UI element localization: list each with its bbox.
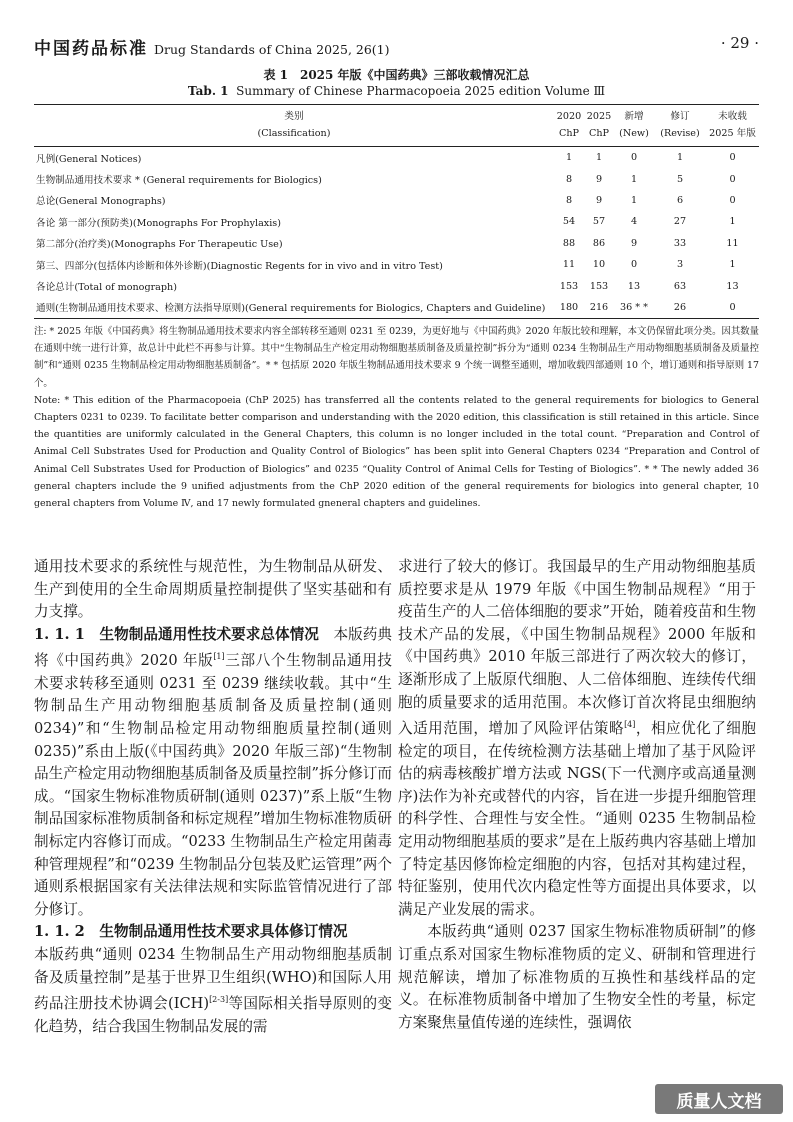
col-header-not-included: 未收载 2025 年版 — [706, 105, 759, 147]
paragraph: 求进行了较大的修订。我国最早的生产用动物细胞基质质控要求是从 1979 年版《中国生物制品规程》“用于疫苗生产的人二倍体细胞的要求”开始，随着疫苗和生物技术产品的发展，《中国生物制品规程》2000 年版和《中国药典》2010 年版三部进行了两次较大的修订，逐渐形成了上版原代细胞、人二倍体细胞、连续传代细胞的质量要求的适用范围。本次修订首次将昆虫细胞纳入适用范围，增加了风险评估策略[4]，相应优化了细胞检定的项目，在传统检测方法基础上增加了基于风险评估的病毒核酸扩增方法或 NGS(下一代测序或高通量测序)法作为补充或替代的内容，旨在进一步提升细胞管理的科学性、合理性与安全性。“通则 0235 生物制品检定用动物细胞基质的要求”是在上版药典内容基础上增加了特定基因修饰检定细胞的内容，包括对其构建过程，特征鉴别，使用代次内稳定性等方面提出具体要求，以满足产业发展的需求。 — [398, 558, 756, 918]
table-note-en: Note: * This edition of the Pharmacopoeia (ChP 2025) has transferred all the contents related to the general requirements for biologics to General Chapters 0231 to 0239. To facilitate better comparison and understanding with the 2020 edition, this classification is still retained in this article. Since the quantities are uniformly calculated in the General Chapters, this column is no longer included in the total count. “Preparation and Control of Animal Cell Substrates Used for Production and Quality Control of Biologics” has been split into General Chapters 0234 “Preparation and Control of Animal Cell Substrates Used for Production of Biologics” and 0235 “Quality Control of Animal Cells for Testing of Biologics”. * * The newly added 36 general chapters include the 9 unified adjustments from the ChP 2020 edition of the general requirements for biologics into general chapter, 10 general chapters from Volume Ⅳ, and 17 newly formulated gneneral chapters and guidelines. — [34, 394, 759, 510]
table-caption-en — [34, 84, 759, 98]
col-header-classification: 类别 (Classification) — [34, 105, 554, 147]
col-header-2025: 2025 ChP — [584, 105, 614, 147]
section-heading: 1. 1. 1 生物制品通用性技术要求总体情况 — [34, 625, 319, 643]
paragraph: 本版药典“通则 0234 生物制品生产用动物细胞基质制备及质量控制”是基于世界卫生组织(WHO)和国际人用药品注册技术协调会(ICH)[2-3]等国际相关指导原则的变化趋势，结合我国生物制品发展的需 — [34, 945, 392, 1035]
citation: [1] — [213, 652, 225, 662]
paragraph: 通用技术要求的系统性与规范性，为生物制品从研发、生产到使用的全生命周期质量控制提供了坚实基础和有力支撑。 — [34, 558, 392, 621]
table-caption-text: Summary of Chinese Pharmacopoeia 2025 edition Volume Ⅲ — [236, 84, 606, 98]
citation: [2-3] — [209, 995, 229, 1005]
section-1-1-1: 1. 1. 1 生物制品通用性技术要求总体情况 本版药典将《中国药典》2020 年版[1]三部八个生物制品通用技术要求转移至通则 0231 至 0239 继续收载。其中“生物制品生产用动物细胞基质制备及质量控制(通则 0234)”和“生物制品检定用动物细胞质量控制(通则 0235)”系由上版(《中国药典》2020 年版三部)“生物制品生产检定用动物细胞基质制备及质量控制”拆分修订而成。“国家生物标准物质研制(通则 0237)”系上版“生物制品国家标准物质制备和标定规程”增加生物标准物质研制标定内容修订而成。“0233 生物制品生产检定用菌毒种管理规程”和“0239 生物制品分包装及贮运管理”两个通则系根据国家有关法律法规和实际监管情况进行了部分修订。 — [34, 625, 392, 918]
summary-table — [34, 104, 759, 319]
table-note-cn: 注: * 2025 年版《中国药典》将生物制品通用技术要求内容全部转移至通则 0231 至 0239，为更好地与《中国药典》2020 年版比较和理解，本文仍保留此项分类。因其数量在通则中统一进行计算，故总计中此栏不再参与计算。其中“生物制品生产检定用动物细胞基质制备及质量控制”拆分为“通则 0234 生物制品生产用动物细胞基质制备及质量控制”和“通则 0235 生物制品检定用动物细胞基质制备”。* * 包括原 2020 年版生物制品通用技术要求 9 个统一调整至通则，增加收载四部通则 10 个，增订通则和指导原则 17 个。 — [34, 326, 759, 389]
citation: [4] — [624, 720, 636, 730]
section-heading-1-1-2: 1. 1. 2 生物制品通用性技术要求具体修订情况 — [34, 923, 348, 941]
table-row: 第三、四部分(包括体内诊断和体外诊断)(Diagnostic Regents for in vivo and in vitro Test) 11 10 0 3 1 — [36, 259, 736, 272]
table-label: Tab. 1 — [187, 84, 229, 98]
journal-title-cn: 中国药品标准 — [34, 39, 148, 59]
col-header-revise: 修订 (Revise) — [654, 105, 706, 147]
table-row: 各论 第一部分(预防类)(Monographs For Prophylaxis) 54 57 4 27 1 — [36, 216, 736, 229]
table-row: 凡例(General Notices) 1 1 0 1 0 — [36, 152, 736, 165]
table-row: 生物制品通用技术要求 * (General requirements for Biologics) 8 9 1 5 0 — [36, 173, 736, 187]
left-column — [34, 556, 392, 1038]
right-column — [398, 556, 756, 1034]
journal-title-en: Drug Standards of China 2025, 26(1) — [154, 42, 390, 57]
col-header-2020: 2020 ChP — [554, 105, 584, 147]
table-caption-cn: 表 1 2025 年版《中国药典》三部收载情况汇总 — [263, 68, 530, 82]
paragraph: 本版药典“通则 0237 国家生物标准物质研制”的修订重点系对国家生物标准物质的定义、研制和管理进行规范解读，增加了标准物质的互换性和基线样品的定义。在标准物质制备中增加了生物安全性的考量，标定方案聚焦量值传递的连续性，强调依 — [398, 923, 756, 1031]
table-row: 通则(生物制品通用技术要求、检测方法指导原则)(General requirements for Biologics, Chapters and Guideline) 180 216 36 * * 26 0 — [34, 297, 759, 319]
table-row: 第二部分(治疗类)(Monographs For Therapeutic Use) 88 86 9 33 11 — [36, 237, 739, 251]
table-header-row — [34, 105, 759, 147]
table-row: 各论总计(Total of monograph) 153 153 13 63 13 — [36, 280, 739, 294]
page-number: · 29 · — [720, 34, 759, 52]
table-row: 总论(General Monographs) 8 9 1 6 0 — [36, 194, 736, 208]
watermark-logo: 质量人文档 — [655, 1084, 783, 1114]
table-notes — [34, 323, 759, 512]
running-header — [34, 34, 759, 59]
col-header-new: 新增 (New) — [614, 105, 654, 147]
